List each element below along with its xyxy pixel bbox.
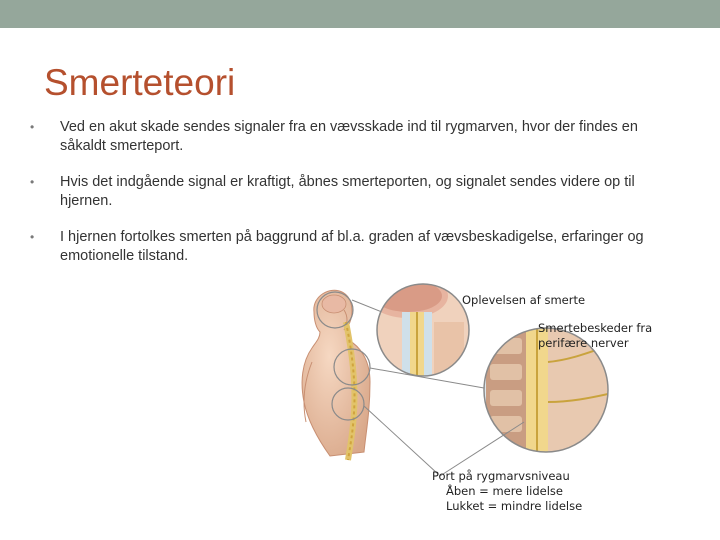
pain-gate-illustration — [290, 282, 690, 522]
label-gate-line2: Åben = mere lidelse — [446, 484, 563, 498]
bullet-marker: • — [30, 230, 35, 244]
bullet-item — [28, 118, 668, 156]
bullet-marker: • — [30, 175, 35, 189]
magnified-brain-view — [368, 282, 469, 382]
bullet-item — [28, 228, 668, 266]
slide-title: Smerteteori — [44, 62, 236, 103]
label-signals-line1: Smertebeskeder fra — [538, 321, 653, 335]
bullet-text: Ved en akut skade sendes signaler fra en vævsskade ind til rygmarven, hvor der findes en såkaldt smerteport. — [60, 119, 638, 154]
bullet-text: Hvis det indgående signal er kraftigt, åbnes smerteporten, og signalet sendes videre op til hjernen. — [60, 174, 635, 209]
label-gate-line1: Port på rygmarvsniveau — [432, 469, 570, 483]
bullet-marker: • — [30, 120, 35, 134]
label-experience: Oplevelsen af smerte — [462, 293, 586, 307]
top-accent-bar — [0, 0, 720, 28]
gate-pointer — [440, 422, 524, 476]
label-signals-line2: perifære nerver — [538, 336, 629, 350]
bullet-item — [28, 173, 668, 211]
bullet-list — [28, 118, 668, 283]
label-gate-line3: Lukket = mindre lidelse — [446, 499, 583, 513]
bullet-text: I hjernen fortolkes smerten på baggrund af bl.a. graden af vævsbeskadigelse, erfaringer og emotionelle tilstand. — [60, 229, 644, 264]
